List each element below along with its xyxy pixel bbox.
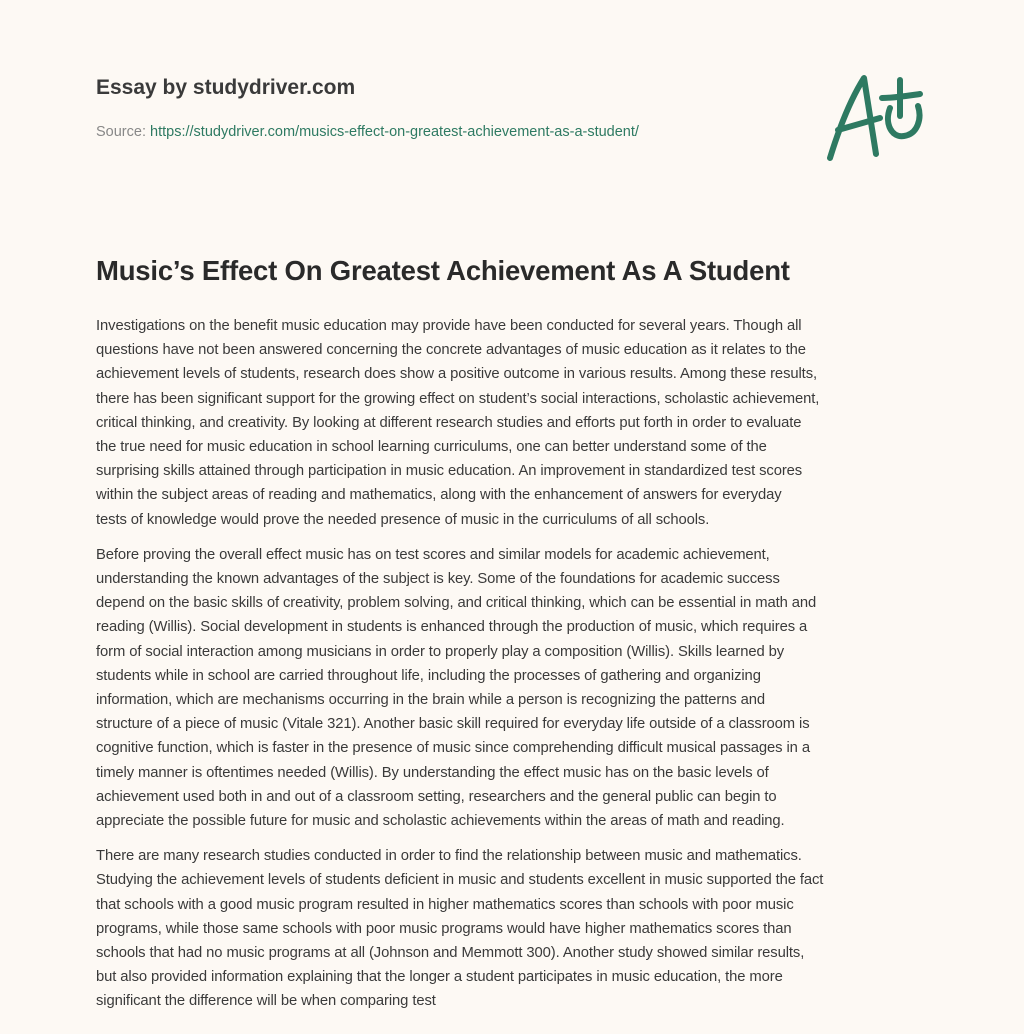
paragraph-line: achievement levels of students, research does show a positive outcome in various results. Among these results, bbox=[96, 366, 817, 383]
source-link[interactable]: https://studydriver.com/musics-effect-on-greatest-achievement-as-a-student/ bbox=[150, 124, 639, 140]
paragraph-line: within the subject areas of reading and mathematics, along with the enhancement of answers for everyday bbox=[96, 487, 782, 504]
a-plus-logo bbox=[820, 72, 930, 164]
paragraph-line: critical thinking, and creativity. By looking at different research studies and efforts put forth in order to evaluate bbox=[96, 414, 802, 431]
paragraph-line: there has been significant support for the growing effect on student’s social interactions, scholastic achievement, bbox=[96, 390, 820, 407]
essay-title: Music’s Effect On Greatest Achievement As A Student bbox=[96, 255, 790, 286]
essay-paragraph bbox=[96, 844, 946, 1013]
paragraph-line: understanding the known advantages of the subject is key. Some of the foundations for academic success bbox=[96, 571, 780, 588]
essay-paragraph bbox=[96, 543, 946, 833]
paragraph-line: that schools with a good music program resulted in higher mathematics scores than schools with poor music bbox=[96, 896, 794, 913]
essay-paragraph bbox=[96, 314, 946, 532]
paragraph-line: depend on the basic skills of creativity, problem solving, and critical thinking, which can be essential in math and bbox=[96, 595, 817, 612]
paragraph-line: Investigations on the benefit music education may provide have been conducted for several years. Though all bbox=[96, 318, 802, 334]
essay-body bbox=[96, 314, 946, 1025]
paragraph-line: questions have not been answered concerning the concrete advantages of music education as it relates to the bbox=[96, 342, 806, 359]
paragraph-line: Studying the achievement levels of students deficient in music and students excellent in music supported the fact bbox=[96, 872, 824, 889]
paragraph-line: tests of knowledge would prove the needed presence of music in the curriculums of all schools. bbox=[96, 511, 710, 528]
paragraph-line: but also provided information explaining that the longer a student participates in music education, the more bbox=[96, 969, 783, 986]
paragraph-line: reading (Willis). Social development in students is enhanced through the production of music, which requires a bbox=[96, 619, 808, 636]
source-line bbox=[96, 124, 639, 140]
paragraph-line: Before proving the overall effect music has on test scores and similar models for academic achievement, bbox=[96, 546, 770, 563]
paragraph-line: achievement used both in and out of a classroom setting, researchers and the general public can begin to bbox=[96, 788, 777, 805]
paragraph-line: timely manner is oftentimes needed (Willis). By understanding the effect music has on the basic levels of bbox=[96, 764, 769, 781]
site-brand: Essay by studydriver.com bbox=[96, 76, 356, 99]
paragraph-line: form of social interaction among musicians in order to properly play a composition (Willis). Skills learned by bbox=[96, 643, 785, 660]
paragraph-line: programs, while those same schools with poor music programs would have higher mathematics scores than bbox=[96, 920, 792, 937]
paragraph-line: significant the difference will be when comparing test bbox=[96, 993, 436, 1010]
paragraph-line: There are many research studies conducted in order to find the relationship between music and mathematics. bbox=[96, 848, 802, 865]
source-label: Source: bbox=[96, 124, 146, 140]
paragraph-line: appreciate the possible future for music and scholastic achievements within the areas of math and reading. bbox=[96, 813, 785, 830]
paragraph-line: surprising skills attained through participation in music education. An improvement in standardized test scores bbox=[96, 463, 803, 480]
paragraph-line: information, which are mechanisms occurring in the brain while a person is recognizing the patterns and bbox=[96, 692, 766, 709]
paragraph-line: students while in school are carried throughout life, including the processes of gathering and organizing bbox=[96, 667, 761, 684]
paragraph-line: cognitive function, which is faster in the presence of music since comprehending difficult musical passages in a bbox=[96, 740, 810, 757]
paragraph-line: structure of a piece of music (Vitale 321). Another basic skill required for everyday life outside of a classroom is bbox=[96, 716, 810, 733]
paragraph-line: schools that had no music programs at all (Johnson and Memmott 300). Another study showed similar results, bbox=[96, 945, 805, 962]
paragraph-line: the true need for music education in school learning curriculums, one can better understand some of the bbox=[96, 439, 767, 456]
